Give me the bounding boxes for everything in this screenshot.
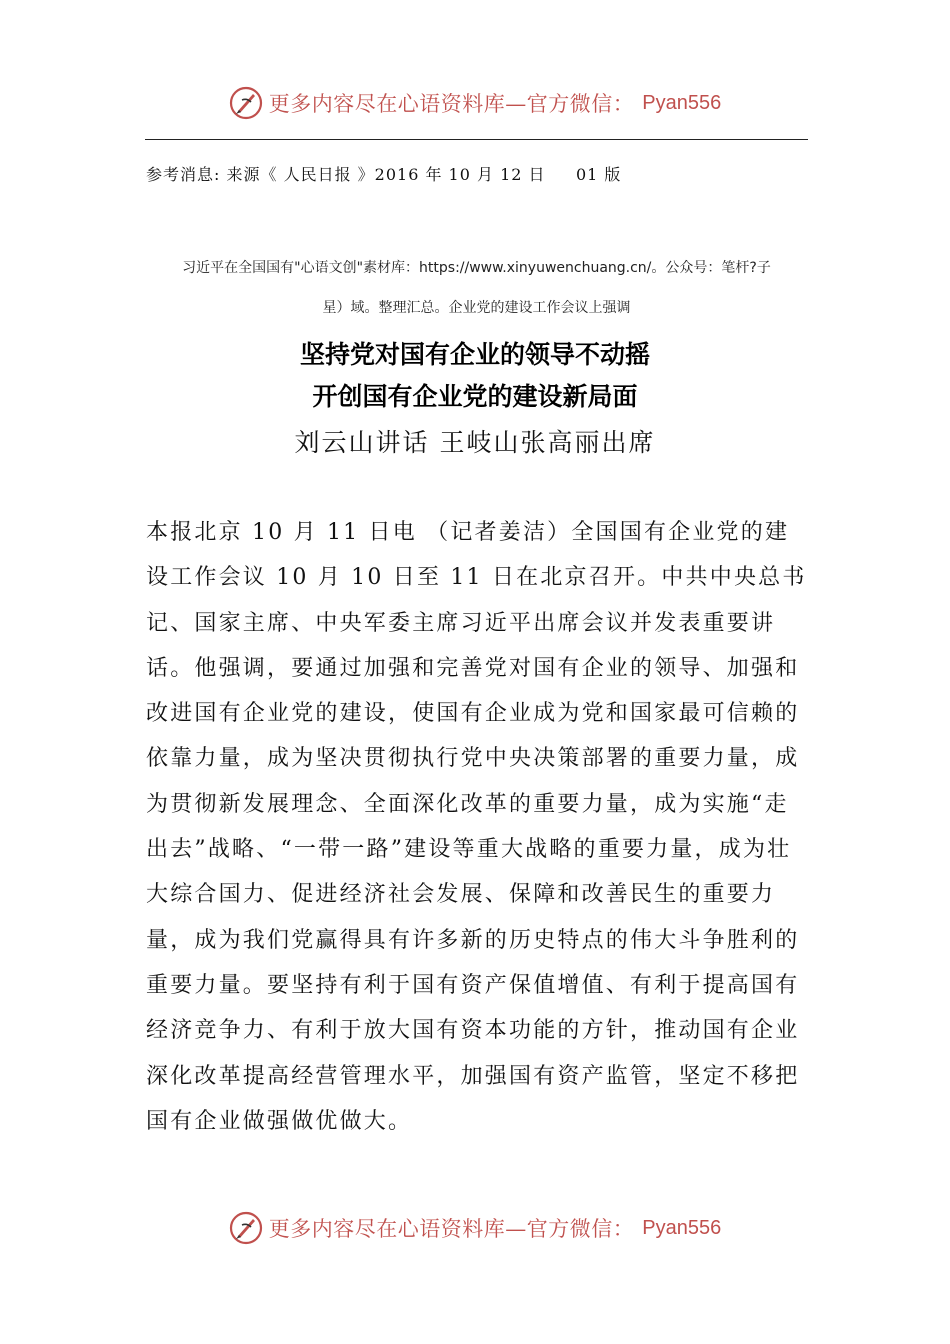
header-banner-wechat-id: Pyan556: [642, 91, 722, 114]
header-banner-text: 更多内容尽在心语资料库—官方微信：: [268, 92, 635, 116]
header-banner: [0, 83, 950, 123]
headline-subtitle: 刘云山讲话 王岐山张高丽出席: [294, 428, 656, 457]
source-note-line-2: 星）域。整理汇总。企业党的建设工作会议上强调: [322, 300, 631, 316]
quill-pen-logo-icon: [229, 1211, 263, 1245]
footer-banner-text: 更多内容尽在心语资料库—官方微信：: [268, 1217, 635, 1241]
headline-title-line-2: 开创国有企业党的建设新局面: [312, 382, 638, 411]
footer-banner: [0, 1208, 950, 1248]
source-note-line-1: 习近平在全国国有"心语文创"素材库：https://www.xinyuwenchuang.cn/。公众号：笔杆?子: [182, 260, 771, 276]
quill-pen-logo-icon: [229, 86, 263, 120]
reference-source-line: 参考消息: 来源《 人民日报 》2016 年 10 月 12 日 01 版: [146, 165, 622, 184]
header-divider: [145, 139, 808, 140]
footer-banner-wechat-id: Pyan556: [642, 1216, 722, 1239]
headline-title-line-1: 坚持党对国有企业的领导不动摇: [299, 340, 650, 369]
article-paragraph: 本报北京 10 月 11 日电 （记者姜洁）全国国有企业党的建设工作会议 10 月 10 日至 11 日在北京召开。中共中央总书记、国家主席、中央军委主席习近平出席会议并发表重要讲话。他强调，要通过加强和完善党对国有企业的领导、加强和改进国有企业党的建设，使国有企业成为党和国家最可信赖的依靠力量，成为坚决贯彻执行党中央决策部署的重要力量，成为贯彻新发展理念、全面深化改革的重要力量，成为实施“走出去”战略、“一带一路”建设等重大战略的重要力量，成为壮大综合国力、促进经济社会发展、保障和改善民生的重要力量，成为我们党赢得具有许多新的历史特点的伟大斗争胜利的重要力量。要坚持有利于国有资产保值增值、有利于提高国有经济竞争力、有利于放大国有资本功能的方针，推动国有企业深化改革提高经营管理水平，加强国有资产监管，坚定不移把国有企业做强做优做大。: [146, 520, 807, 1134]
